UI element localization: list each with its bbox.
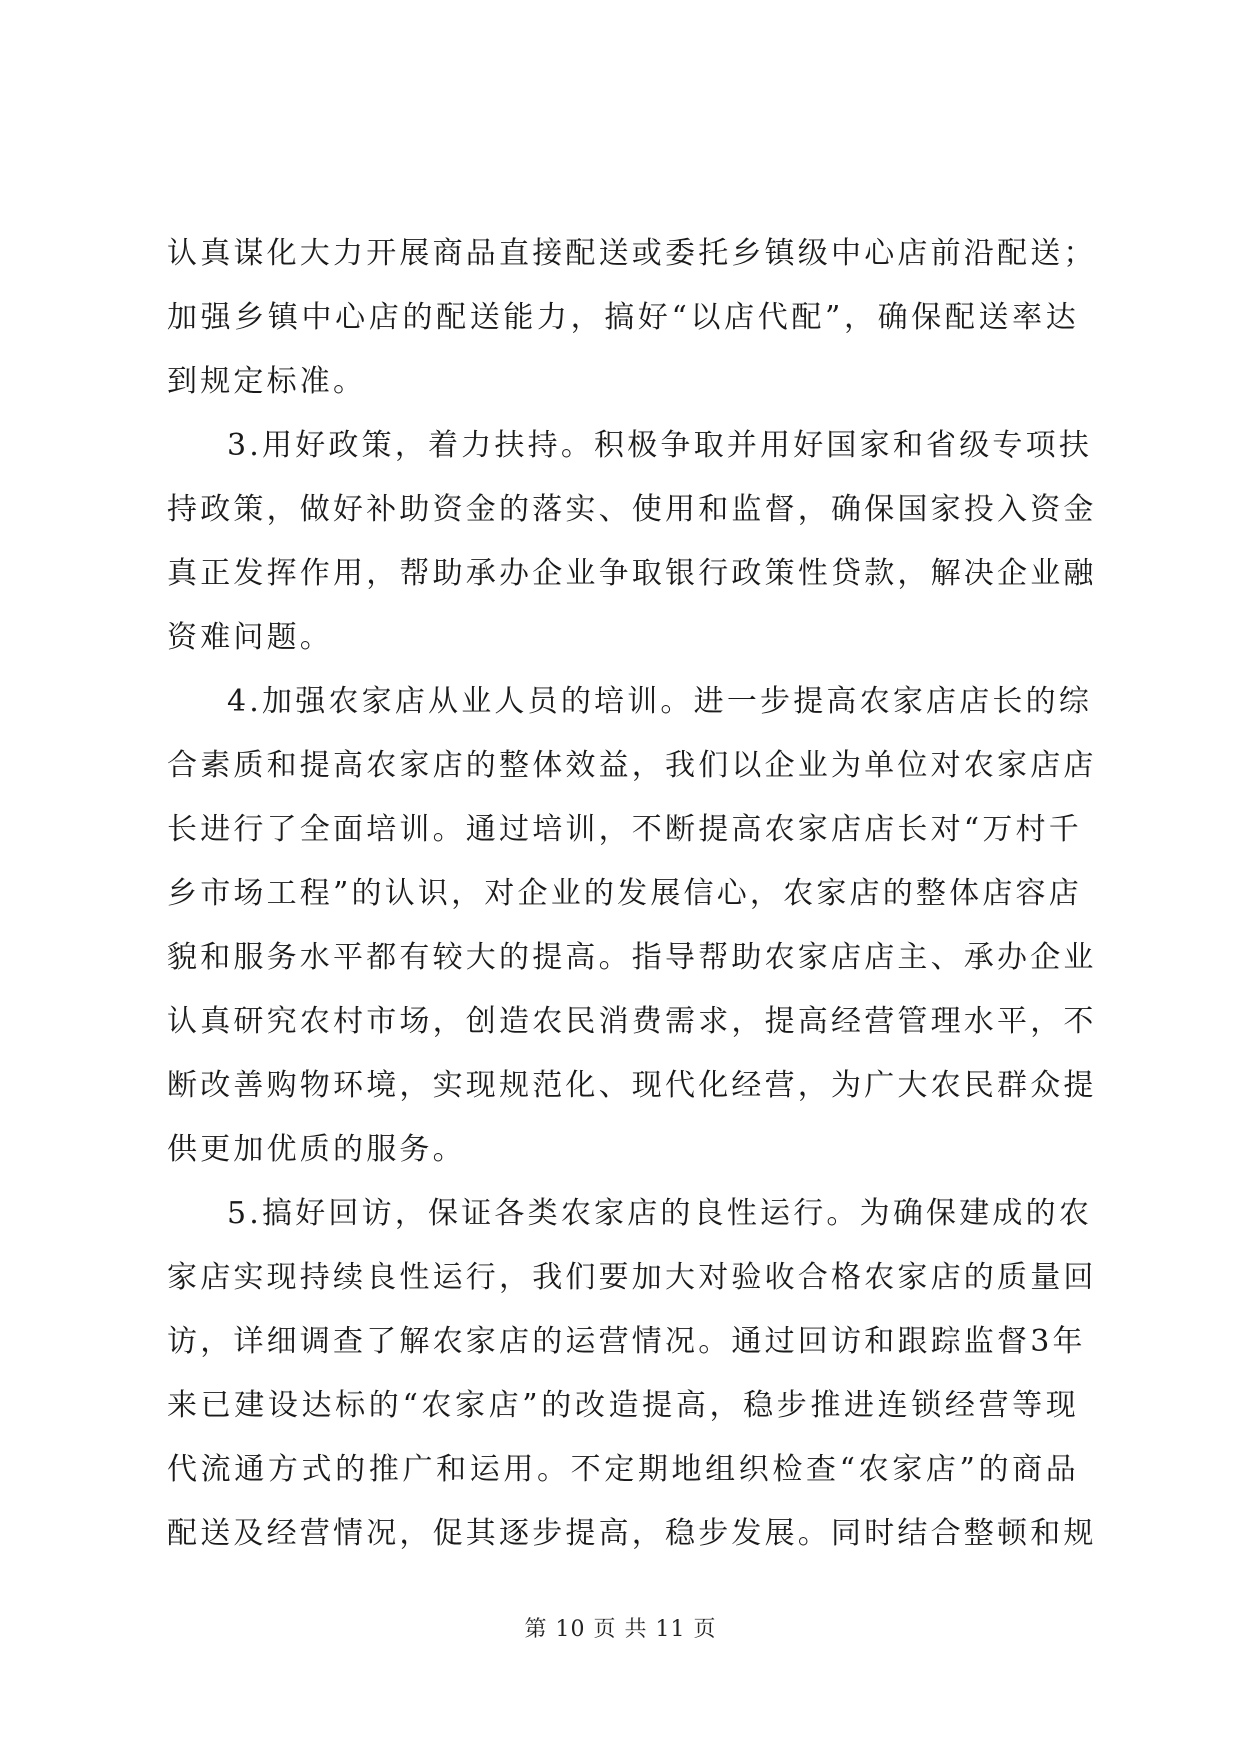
text-line: 5.搞好回访，保证各类农家店的良性运行。为确保建成的农 (227, 1196, 1093, 1231)
text-line: 长进行了全面培训。通过培训，不断提高农家店店长对“万村千 (167, 812, 1082, 847)
text-line: 3.用好政策，着力扶持。积极争取并用好国家和省级专项扶 (227, 428, 1093, 463)
text-line: 代流通方式的推广和运用。不定期地组织检查“农家店”的商品 (167, 1452, 1079, 1487)
text-line: 貌和服务水平都有较大的提高。指导帮助农家店店主、承办企业 (167, 940, 1097, 975)
text-line: 供更加优质的服务。 (167, 1132, 466, 1167)
page-footer: 第 10 页 共 11 页 (524, 1617, 717, 1642)
text-line: 访，详细调查了解农家店的运营情况。通过回访和跟踪监督3年 (167, 1324, 1086, 1359)
text-line: 加强乡镇中心店的配送能力，搞好“以店代配”，确保配送率达 (167, 300, 1079, 335)
text-line: 合素质和提高农家店的整体效益，我们以企业为单位对农家店店 (167, 748, 1097, 783)
text-line: 乡市场工程”的认识，对企业的发展信心，农家店的整体店容店 (167, 876, 1082, 911)
text-line: 资难问题。 (167, 620, 333, 655)
text-line: 家店实现持续良性运行，我们要加大对验收合格农家店的质量回 (167, 1260, 1097, 1295)
text-line: 真正发挥作用，帮助承办企业争取银行政策性贷款，解决企业融 (167, 556, 1097, 591)
text-line: 认真谋化大力开展商品直接配送或委托乡镇级中心店前沿配送； (167, 236, 1097, 271)
text-line: 配送及经营情况，促其逐步提高，稳步发展。同时结合整顿和规 (167, 1516, 1097, 1551)
text-line: 到规定标准。 (167, 364, 367, 399)
text-line: 持政策，做好补助资金的落实、使用和监督，确保国家投入资金 (167, 492, 1097, 527)
text-line: 4.加强农家店从业人员的培训。进一步提高农家店店长的综 (227, 684, 1093, 719)
document-body (167, 222, 1097, 1566)
text-line: 断改善购物环境，实现规范化、现代化经营，为广大农民群众提 (167, 1068, 1097, 1103)
text-line: 认真研究农村市场，创造农民消费需求，提高经营管理水平，不 (167, 1004, 1097, 1039)
text-line: 来已建设达标的“农家店”的改造提高，稳步推进连锁经营等现 (167, 1388, 1079, 1423)
